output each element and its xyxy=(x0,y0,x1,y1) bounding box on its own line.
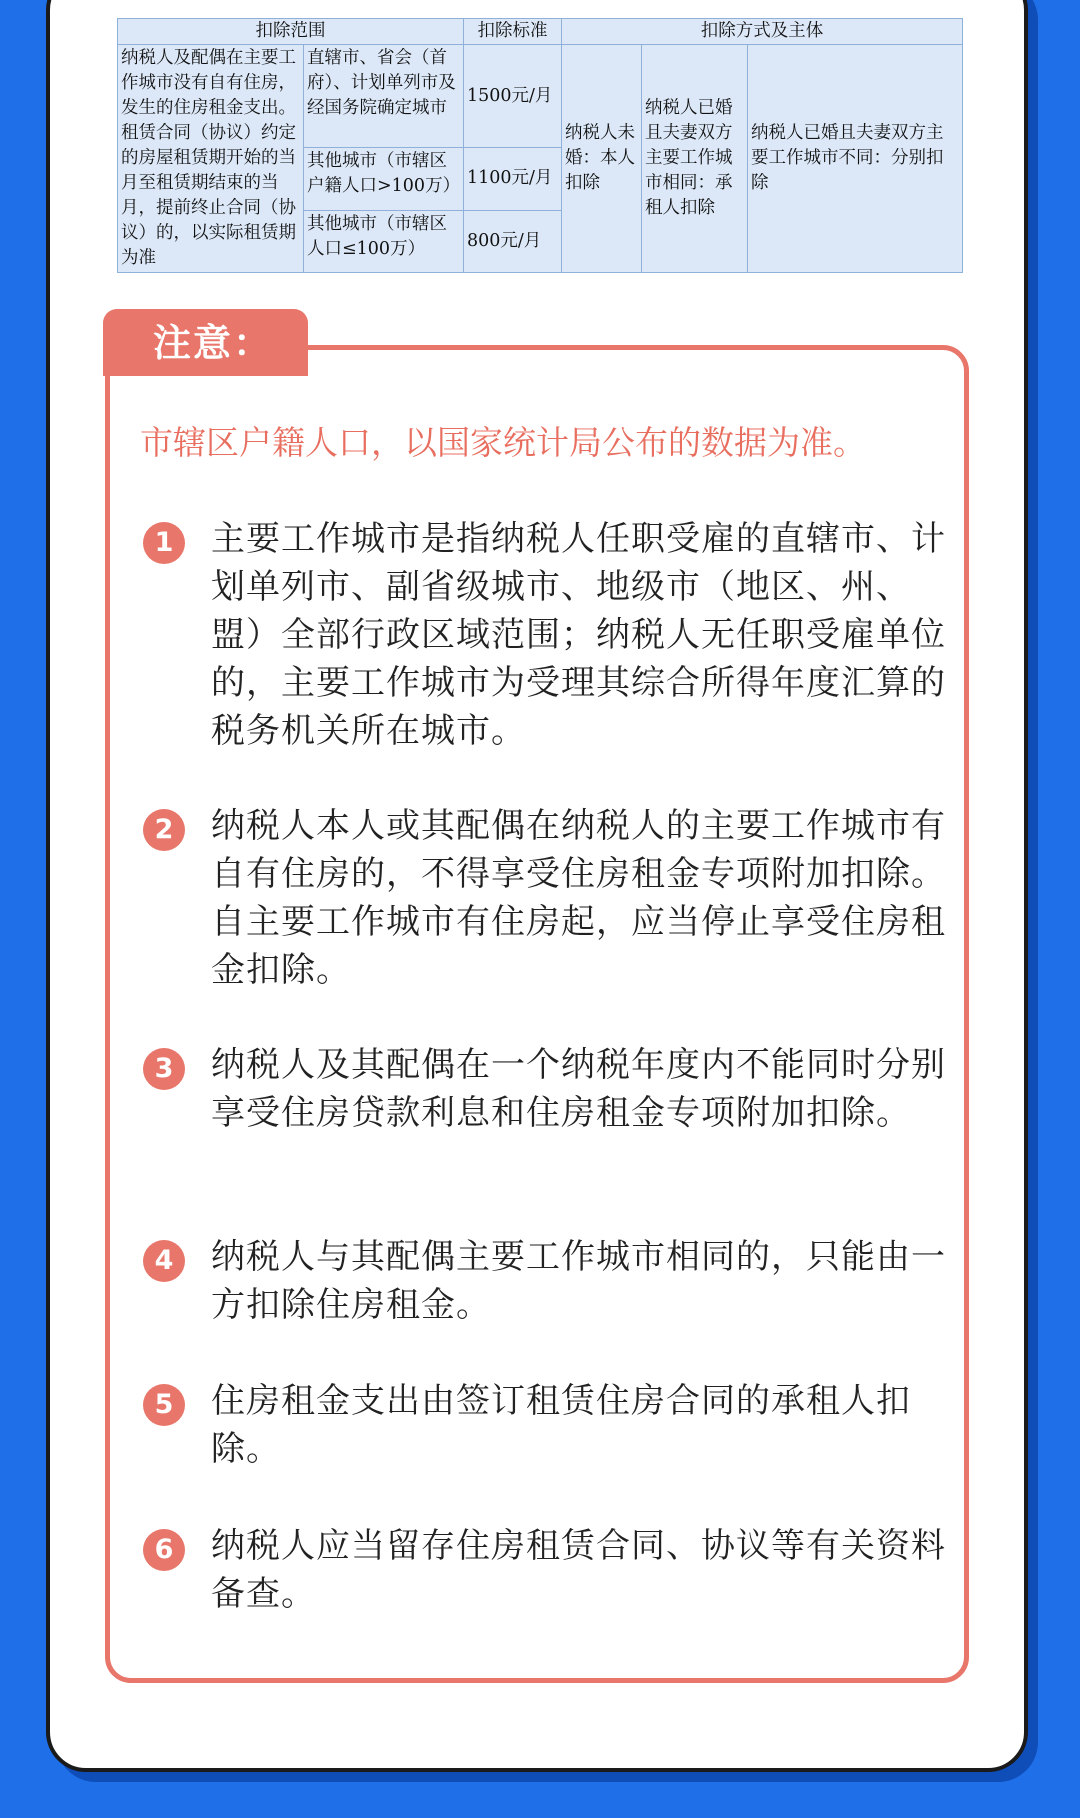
table-row xyxy=(118,45,963,148)
number-badge: 1 xyxy=(143,522,185,564)
method-cell-unmarried: 纳税人未婚：本人扣除 xyxy=(562,45,642,273)
notice-tag-label: 注意： xyxy=(153,321,274,365)
number-badge: 3 xyxy=(143,1048,185,1090)
notice-item-text: 纳税人与其配偶主要工作城市相同的，只能由一方扣除住房租金。 xyxy=(211,1237,946,1325)
number-badge: 2 xyxy=(143,809,185,851)
header-method: 扣除方式及主体 xyxy=(562,19,963,45)
city-cell: 直辖市、省会（首府）、计划单列市及经国务院确定城市 xyxy=(304,45,464,148)
standard-cell: 1500元/月 xyxy=(464,45,562,148)
standard-cell: 1100元/月 xyxy=(464,148,562,210)
notice-highlight: 市辖区户籍人口，以国家统计局公布的数据为准。 xyxy=(140,423,866,462)
header-scope: 扣除范围 xyxy=(118,19,464,45)
header-standard: 扣除标准 xyxy=(464,19,562,45)
table-header-row xyxy=(118,19,963,45)
notice-item-text: 主要工作城市是指纳税人任职受雇的直辖市、计划单列市、副省级城市、地级市（地区、州、盟）全部行政区域范围；纳税人无任职受雇单位的，主要工作城市为受理其综合所得年度汇算的税务机关所在城市。 xyxy=(211,519,946,751)
notice-item-text: 住房租金支出由签订租赁住房合同的承租人扣除。 xyxy=(211,1381,911,1469)
number-badge: 6 xyxy=(143,1529,185,1571)
scope-cell: 纳税人及配偶在主要工作城市没有自有住房，发生的住房租金支出。租赁合同（协议）约定的房屋租赁期开始的当月至租赁期结束的当月，提前终止合同（协议）的，以实际租赁期为准 xyxy=(118,45,304,273)
city-cell: 其他城市（市辖区户籍人口>100万） xyxy=(304,148,464,210)
number-badge: 4 xyxy=(143,1240,185,1282)
number-badge: 5 xyxy=(143,1384,185,1426)
city-cell: 其他城市（市辖区人口≤100万） xyxy=(304,210,464,272)
notice-item-text: 纳税人及其配偶在一个纳税年度内不能同时分别享受住房贷款利息和住房租金专项附加扣除。 xyxy=(211,1045,946,1133)
method-cell-diff-city: 纳税人已婚且夫妻双方主要工作城市不同：分别扣除 xyxy=(748,45,963,273)
method-cell-same-city: 纳税人已婚且夫妻双方主要工作城市相同：承租人扣除 xyxy=(642,45,748,273)
standard-cell: 800元/月 xyxy=(464,210,562,272)
deduction-table xyxy=(117,18,963,273)
notice-item-text: 纳税人本人或其配偶在纳税人的主要工作城市有自有住房的，不得享受住房租金专项附加扣除。自主要工作城市有住房起，应当停止享受住房租金扣除。 xyxy=(211,806,946,990)
notice-item-text: 纳税人应当留存住房租赁合同、协议等有关资料备查。 xyxy=(211,1526,946,1614)
